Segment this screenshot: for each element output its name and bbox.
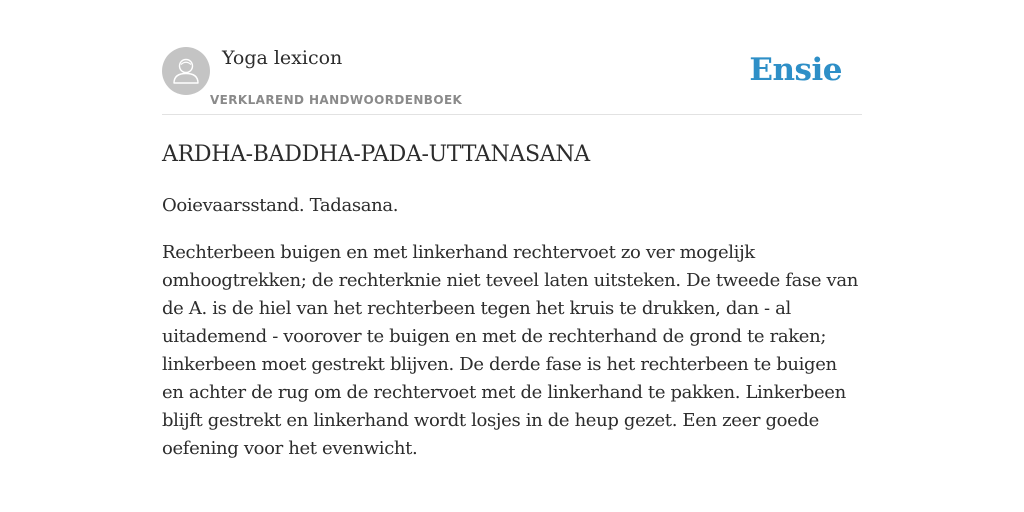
page <box>162 0 862 463</box>
book-title[interactable]: Yoga lexicon <box>222 47 343 69</box>
user-icon <box>162 47 210 95</box>
entry-paragraph: Ooievaarsstand. Tadasana. <box>162 195 399 216</box>
brand-logo[interactable]: Ensie <box>749 52 842 88</box>
book-subtitle: VERKLAREND HANDWOORDENBOEK <box>210 93 463 107</box>
avatar[interactable] <box>162 47 210 95</box>
entry-paragraph: Rechterbeen buigen en met linkerhand rechtervoet zo ver mogelijk omhoogtrekken; de rechterknie niet teveel laten uitsteken. De tweede fase van de A. is de hiel van het rechterbeen tegen het kruis te drukken, dan - al uitademend - voorover te buigen en met de rechterhand de grond te raken; linkerbeen moet gestrekt blijven. De derde fase is het rechterbeen te buigen en achter de rug om de rechtervoet met de linkerhand te pakken. Linkerbeen blijft gestrekt en linkerhand wordt losjes in de heup gezet. Een zeer goede oefening voor het evenwicht. <box>162 242 858 459</box>
header <box>162 46 862 115</box>
entry-term: ARDHA-BADDHA-PADA-UTTANASANA <box>162 142 590 167</box>
